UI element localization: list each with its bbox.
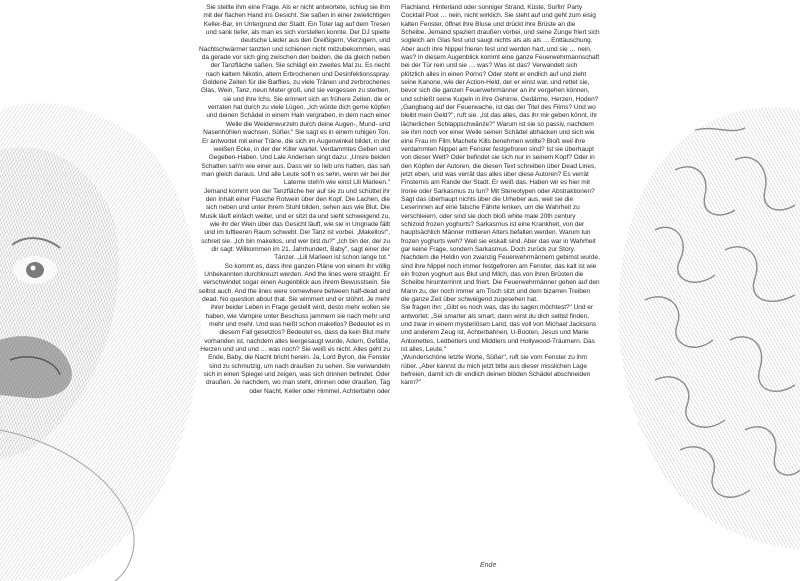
left-text-column bbox=[198, 4, 390, 396]
paragraph: Sie stellte ihm eine Frage. Als er nicht antwortete, schlug sie ihm mit der flachen Hand ins Gesicht. Sie saßen in einer zwielichtigen Keller-Bar, im Untergrund der Stadt. Ein Toter lag auf dem Tresen und sank tiefer, als man es sich vorstellen konnte. Der DJ spielte deutsche Lieder aus den Dreißigern, Vierzigern, und Nachtschwärmer tanzten und schienen nicht mitzubekommen, was da gerade vor sich ging zwischen den beiden, die da gleich neben der Tanzfläche saßen. Sie schlägt ein zweites Mal zu. Es riecht nach kaltem Nikotin, altem Erbrochenen und Desinfektionsspray. Goldene Zeiten für die Barflies, zu viele Tränen und zerbrochenes Glas, Wein, Tanz, neun Meter groß, und sie vergessen zu sterben, sie und ihre Ichs. Sie erinnert sich an frühere Zeiten, die er verraten hat durch zu viele Lügen. „Ich würde dich gerne köpfen und deinen Schädel in einem Hain vergraben, in dem nach einer Weile die Weidenwurzeln durch deine Augen-, Mund- und Nasenhöhlen wachsen, Süßer." Sie sagt es in einem ruhigen Ton. Er antwortet mit einer Träne, die sich im Augenwinkel bildet, in der weißen Ecke, in der der Killer wartet. Verdammtes Geben und Gegeben-Haben. Und Lale Andersen singt dazu: „Unsre beiden Schatten sah'n wie einer aus. Dass wir so lieb uns hatten, das sah man gleich daraus. Und alle Leute soll'n es sehn, wenn wir bei der Laterne steh'n wie einst Lili Marleen." bbox=[199, 4, 390, 187]
paragraph: Jemand kommt von der Tanzfläche her auf sie zu und schüttet ihr den Inhalt einer Flasche Rotwein über den Kopf. Die Lachen, die sich neben und unter ihrem Stuhl bilden, sehen aus wie Blut. Die Musik läuft einfach weiter, und er sitzt da und sieht schweigend zu, wie ihr der Wein über das Gesicht läuft, wie sie in Ungnade fällt und im luftleeren Raum schwebt. Der Tanz ist vorbei. „Makellos!", schreit sie. „Ich bin makellos, und wer bist du?" „Ich bin der, der zu dir sagt: Willkommen im 21. Jahrhundert, Baby", sagt einer der Tänzer. „Lili Marleen ist schon lange tot." bbox=[200, 187, 390, 262]
face-illustration bbox=[0, 0, 205, 581]
ending-label: Ende bbox=[480, 562, 497, 569]
paragraph: Flachland, Hinterland oder sonniger Strand, Küste, Surfin' Party Cocktail Pool … nein, nicht wirklich. Sie steht auf und geht zum eisig kalten Fenster, öffnet ihre Bluse und drückt ihre Brüste an die Scheibe. Jemand spaziert draußen vorbei, und seine Zunge friert sich sogleich am Glas fest und saugt nichts als als als … Enttäuschung. Aber auch ihre Nippel frieren fest und werden hart, und sie … nein, was? In diesem Augenblick kommt eine ganze Feuerwehrmannschaft bei der Tür rein und sie … was? Was ist das? Verwandelt sich plötzlich alles in einen Porno? Oder steht er endlich auf und zieht seine Kanone, wie der Action-Held, der er einst war, und rettet sie, bevor sich die ganzen Feuerwehrmänner an ihr vergehen können, und schießt seine Kugeln in ihre Gehirne, Gedärme, Herzen, Hoden? „Gangbang auf der Feuerwache, ist das der Titel des Films? Und wo bleibt mein Geld?", ruft sie. „Ist das alles, das ihr mir geben könnt, ihr lächerlichen Schlappschwänze?" Warum ist sie so passiv, nachdem sie ihm noch vor einer Weile seinen Schädel abhacken und sich wie eine Frau im Film Machete Kills benehmen wollte? Bloß weil ihre verdammten Nippel am Fenster festgefroren sind? Ist sie überhaupt von dieser Welt? Oder befindet sie sich nur in seinem Kopf? Oder in den Köpfen der Autoren, die diesen Text schreiben über Dead Lines, jetzt eben, und was verrät das alles über diese Autoren? Es verrät Finsternis am Rande der Stadt. Er weiß das. Haben wir es hier mit Ironie oder Sarkasmus zu tun? Mit Stereotypen oder Abstraktionen? Sagt das überhaupt nichts über die Urheber aus, weil sie die Leserinnen auf eine falsche Fährte lenken, um die Wahrheit zu verschleiern, oder sind sie doch bloß white male 20th century schizoid frozen yoghurts? Sarkasmus ist eine Krankheit, von der hauptsächlich Männer mittleren Alters befallen werden. Warum tun frozen yoghurts weh? Weil sie eiskalt sind. Aber das war in Wahrheit gar keine Frage, sondern Sarkasmus. Doch zurück zur Story. Nachdem die Heldin von zwanzig Feuerwehrmännern gebimst wurde, sind ihre Nippel noch immer festgefroren am Fenster, das kalt ist wie ein frozen yoghurt aus Blut und Milch, das von ihren Brüsten die Scheibe hinunterrinnt und friert. Die Feuerwehrmänner gehen auf den Mann zu, der noch immer am Tisch sitzt und dem bizarren Treiben die ganze Zeit über schweigend zugesehen hat. bbox=[401, 4, 600, 304]
brain-illustration bbox=[595, 0, 800, 581]
paragraph: Sie fragen ihn: „Gibt es noch was, das du sagen möchtest?" Und er antwortet: „Sei smarter als smart, dann wirst du dich selbst finden, und zwar in einem mysteriösen Land, das voll von Michael Jacksons und anderem Zeug ist, Achterbahnen, U-Booten, Jesus und Marie Antoinettes, Ledbetters und Middlers und Hollywood-Träumern. Das ist alles, Leute." bbox=[401, 304, 597, 354]
right-text-column bbox=[401, 4, 600, 388]
paragraph: „Wunderschöne letzte Worte, Süßer", ruft sie vom Fenster zu ihm rüber. „Aber kannst du mich jetzt bitte aus dieser misslichen Lage befreien, damit ich dir endlich deinen blöden Schädel abschneiden kann?" bbox=[401, 354, 591, 387]
paragraph: So kommt es, dass ihre ganzen Pläne von einem ihr völlig Unbekannten durchkreuzt werden. And the lines were straight. Er verschwindet sogar einen Augenblick aus ihrem Bewusstsein. Sie selbst auch. And the lines were somewhere between half-dead and dead. No question about that. Sie wimmert und er stöhnt. Je mehr ihrer beider Leben in Frage gestellt wird, desto mehr wollen sie haben, wie Vampire unter Beschuss jammern sie nach mehr und mehr und mehr. Und was heißt schon makellos? Bedeutet es in diesem Fall gesetzlos? Bedeutet es, dass da kein Blut mehr vorhanden ist, nachdem alles leergesaugt wurde, Adern, Gefäße, Herzen und und und … was noch? Sie weiß es nicht. Alles geht zu Ende, Baby, die Nacht bricht herein. Ja, Lord Byron, die Fenster sind zu schmutzig, um nach draußen zu sehen. Sie verwandeln sich in einen Spiegel und zeigen, was sich drinnen befindet. Oder draußen. Je nachdem, wo man steht, drinnen oder draußen, Tag oder Nacht, Keller oder Himmel, Achterbahn oder bbox=[198, 262, 390, 395]
